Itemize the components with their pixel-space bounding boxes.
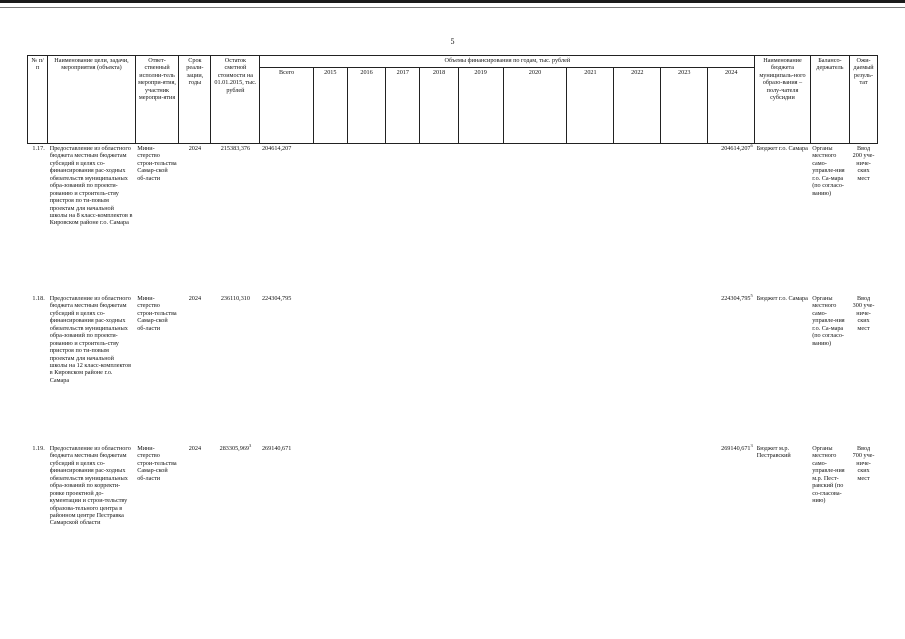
y2024-note: 3	[750, 444, 753, 448]
row-executor: Мини-стерство строи-тельства Самар-ской об-ласти	[137, 295, 177, 332]
header-funding-group: Объемы финансирования по годам, тыс. рублей	[260, 56, 755, 68]
y2024-note: 6	[750, 143, 753, 148]
header-budget: Наименование бюджета муниципаль-ного образо-вания – полу-чателя субсидии	[755, 56, 810, 144]
header-year: 2015	[313, 68, 347, 144]
remain-value: 283305,969	[219, 445, 249, 452]
header-year: 2022	[614, 68, 661, 144]
header-name: Наименование цели, задачи, мероприятия (объекта)	[48, 56, 135, 144]
remain-value: 236110,310	[220, 295, 250, 302]
page-number: 5	[450, 37, 455, 46]
header-remain: Остаток сметной стоимости на 01.01.2015, тыс. рублей	[211, 56, 260, 144]
row-result: Ввод 200 уче-ниче-ских мест	[852, 145, 875, 182]
row-num: 1.17.	[32, 145, 45, 152]
header-num: № п/п	[28, 56, 48, 144]
row-num: 1.19.	[32, 445, 45, 452]
table-row	[28, 444, 878, 586]
row-result: Ввод 700 уче-ниче-ских мест	[852, 445, 875, 482]
y2024-note: 5	[750, 294, 753, 298]
header-year: 2018	[420, 68, 458, 144]
top-thin-line	[0, 7, 905, 8]
row-term: 2024	[188, 445, 202, 452]
row-holder: Органы местного само-управле-ния г.о. Са-мара (по согласо-ванию)	[812, 295, 845, 347]
row-term: 2024	[188, 145, 202, 152]
row-holder: Органы местного само-управле-ния м.р. Пест-равский (по со-гласова-нию)	[812, 445, 845, 505]
row-num: 1.18.	[32, 295, 45, 302]
row-budget: Бюджет м.р. Пестравский	[756, 445, 791, 460]
header-year: 2019	[458, 68, 503, 144]
header-year: 2023	[661, 68, 708, 144]
header-term: Срок реали-зации, годы	[179, 56, 211, 144]
header-year: 2016	[347, 68, 385, 144]
table-row	[28, 294, 878, 444]
row-2024	[708, 444, 755, 586]
remain-value: 215383,376	[220, 145, 251, 152]
row-name: Предоставление из областного бюджета местным бюджетам субсидий в целях со-финансирования рас-ходных обязательств муниципальных обра-зований по проекти-рованию и строитель-ству пристроя по ти-повым проектам для начальной школы на 8 класс-комплектов в Кировском районе г.о. Самара	[49, 145, 133, 227]
header-year: 2021	[567, 68, 614, 144]
row-remain	[211, 144, 260, 295]
row-name: Предоставление из областного бюджета местным бюджетам субсидий в целях со-финансирования рас-ходных обязательств муниципальных обра-зований по корректи-ровке проектной до-кументации и строи-тельству образова-тельного центра в районном центре Пестравка Самарской области	[49, 445, 131, 527]
row-result: Ввод 300 уче-ниче-ских мест	[852, 295, 875, 332]
remain-note: 3	[248, 444, 252, 448]
row-remain	[211, 294, 260, 444]
row-2024	[708, 144, 755, 295]
row-total: 204614,207	[261, 145, 292, 152]
row-total: 269140,671	[261, 445, 292, 452]
header-total: Всего	[260, 68, 313, 144]
row-remain	[211, 444, 260, 586]
y2024-value: 204614,207	[721, 145, 751, 152]
row-executor: Мини-стерство строи-тельства Самар-ской об-ласти	[137, 445, 177, 482]
row-total: 224304,795	[261, 295, 292, 302]
y2024-value: 269140,671	[721, 445, 751, 452]
row-executor: Мини-стерство строи-тельства Самар-ской об-ласти	[137, 145, 177, 182]
y2024-value: 224304,795	[721, 295, 751, 302]
header-year: 2024	[708, 68, 755, 144]
header-result: Ожи-даемый резуль-тат	[850, 56, 878, 144]
header-holder: Балансо-держатель	[810, 56, 849, 144]
top-border-line	[0, 0, 905, 3]
funding-table	[27, 55, 878, 586]
header-year: 2017	[386, 68, 420, 144]
row-budget: Бюджет г.о. Самара	[756, 295, 808, 302]
row-name: Предоставление из областного бюджета местным бюджетам субсидий в целях со-финансирования рас-ходных обязательств муниципальных обра-зований по проекти-рованию и строитель-ству пристроя по ти-повым проектам для начальной школы на 12 класс-комплектов в Кировском районе г.о. Самара	[49, 295, 132, 384]
row-budget: Бюджет г.о. Самара	[756, 145, 808, 152]
header-executor: Ответ-ственный исполни-тель меропри-ятия, участник меропри-ятия	[135, 56, 179, 144]
table-row	[28, 144, 878, 295]
row-term: 2024	[188, 295, 202, 302]
row-holder: Органы местного само-управле-ния г.о. Са-мара (по согласо-ванию)	[812, 145, 845, 197]
header-year: 2020	[503, 68, 567, 144]
row-2024	[708, 294, 755, 444]
